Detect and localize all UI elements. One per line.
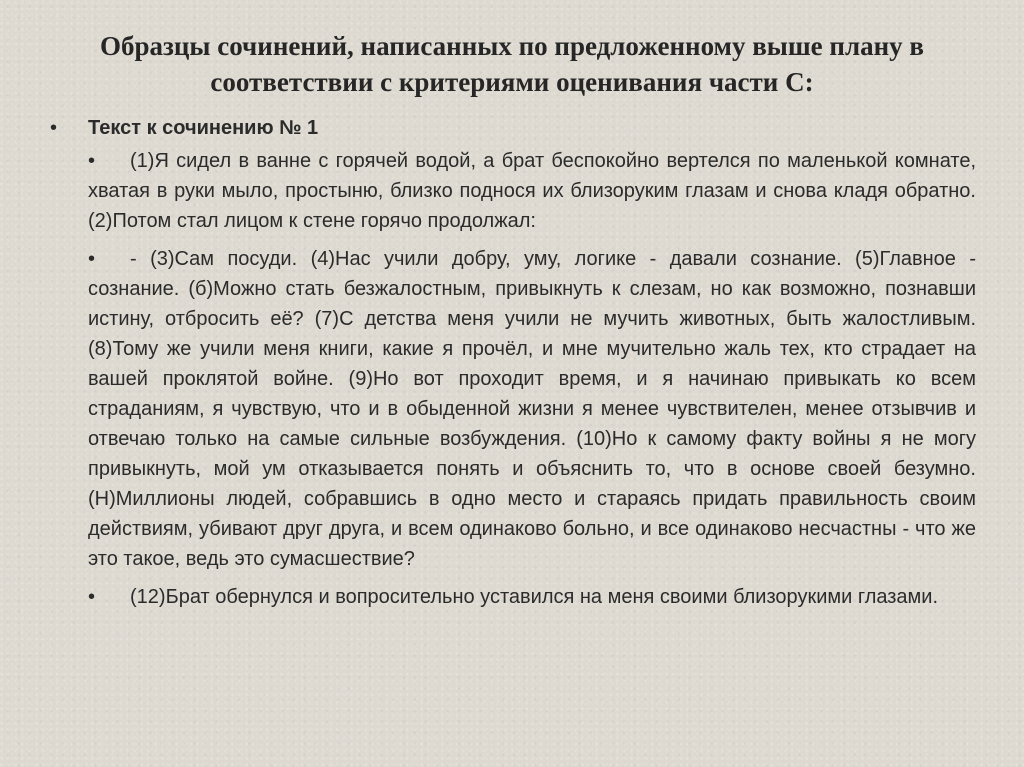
paragraph-1 bbox=[88, 146, 976, 236]
bullet-icon: • bbox=[88, 586, 96, 608]
paragraph-text: (12)Брат обернулся и вопросительно уставился на меня своими близорукими глазами. bbox=[130, 586, 939, 608]
page-title bbox=[40, 28, 984, 100]
paragraph-3 bbox=[88, 582, 976, 612]
bullet-icon: • bbox=[88, 150, 96, 172]
bullet-icon: • bbox=[88, 248, 96, 270]
bullet-icon: • bbox=[50, 117, 58, 139]
paragraph-text: - (3)Сам посуди. (4)Нас учили добру, уму, логике - давали сознание. (5)Главное - сознание. (б)Можно стать безжалостным, привыкнуть к слезам, но как возможно, познавши истину, отбросить её? (7)С детства меня учили не мучить животных, быть жалостливым. (8)Тому же учили меня книги, какие я прочёл, и мне мучительно жаль тех, кто страдает на вашей проклятой войне. (9)Но вот проходит время, и я начинаю привыкать ко всем страданиям, я чувствую, что и в обыденной жизни я менее чувствителен, менее отзывчив и отвечаю только на самые сильные возбуждения. (10)Но к самому факту войны я не могу привыкнуть, мой ум отказывается понять и объяснить то, что в основе своей безумно. (Н)Миллионы людей, собравшись в одно место и стараясь придать правильность своим действиям, убивают друг друга, и всем одинаково больно, и все одинаково несчастны - что же это такое, ведь это сумасшествие? bbox=[88, 248, 976, 570]
paragraph-2 bbox=[88, 244, 976, 574]
paragraph-text: (1)Я сидел в ванне с горячей водой, а брат беспокойно вертелся по маленькой комнате, хватая в руки мыло, простыню, близко поднося их близоруким глазам и снова кладя обратно. (2)Потом стал лицом к стене горячо продолжал: bbox=[88, 150, 976, 232]
slide-content bbox=[44, 114, 984, 620]
section-heading: Текст к сочинению № 1 bbox=[88, 117, 319, 139]
title-line-1: Образцы сочинений, написанных по предложенному выше плану в bbox=[100, 31, 924, 61]
title-line-2: соответствии с критериями оценивания части С: bbox=[210, 67, 814, 97]
section-heading-item bbox=[44, 114, 984, 142]
